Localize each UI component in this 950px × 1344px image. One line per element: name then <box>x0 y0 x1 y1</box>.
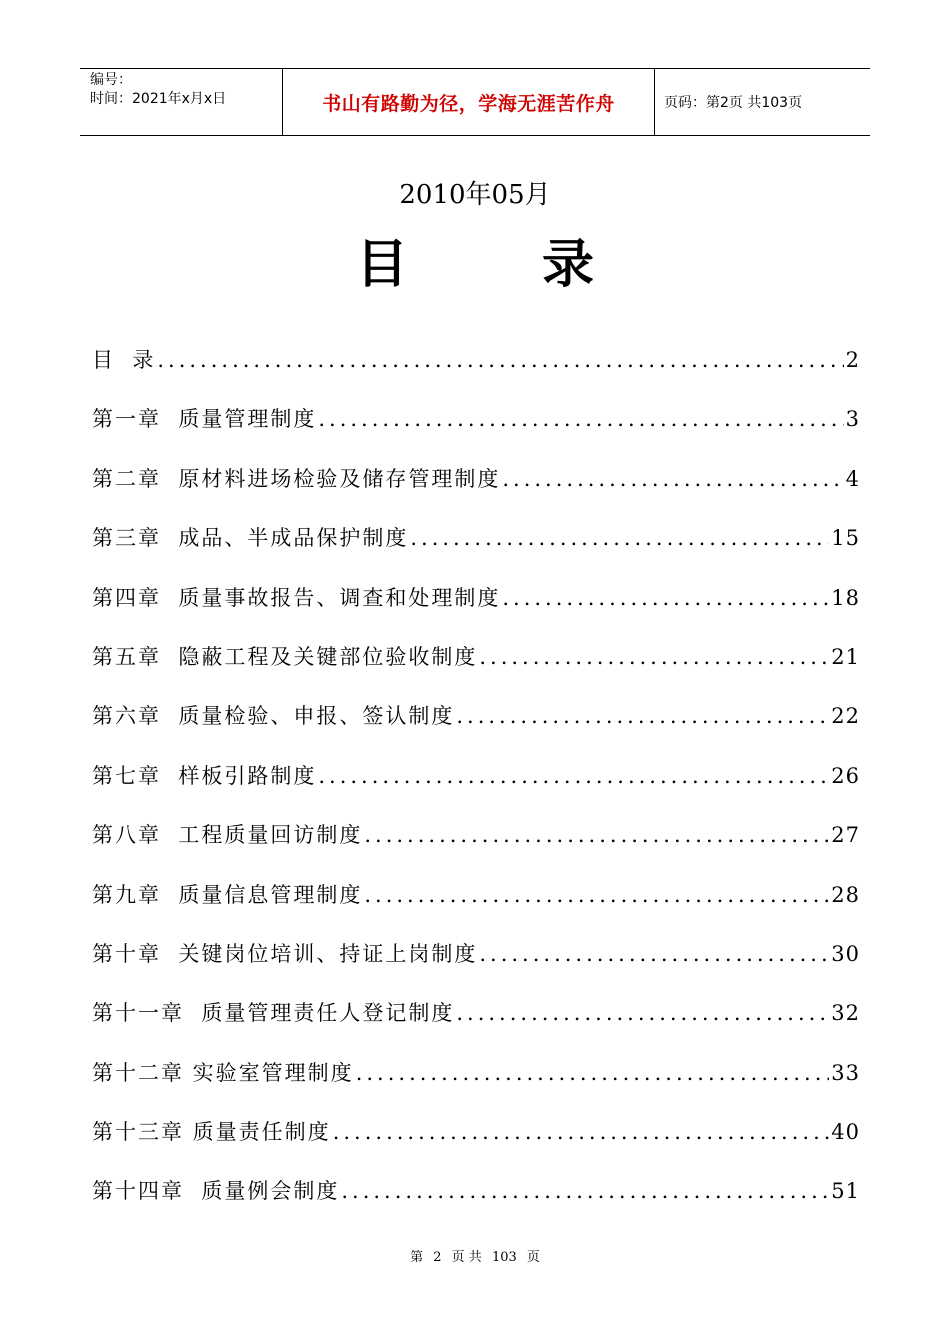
toc-chapter-label: 第八章 <box>92 823 161 848</box>
toc-page-number: 27 <box>831 823 860 848</box>
toc-page-number: 32 <box>831 1001 860 1026</box>
toc-chapter-title: 质量信息管理制度 <box>161 882 363 907</box>
toc-chapter-label: 第十二章 <box>92 1060 184 1085</box>
toc-entry[interactable] <box>92 875 860 934</box>
footer-page: 2 <box>433 1250 442 1265</box>
toc-chapter-title: 实验室管理制度 <box>184 1060 354 1085</box>
toc-entry[interactable] <box>92 399 860 458</box>
footer-total: 103 <box>491 1250 517 1265</box>
toc-chapter-title: 工程质量回访制度 <box>161 823 363 848</box>
toc-entry[interactable] <box>92 637 860 696</box>
toc-dot-leader <box>364 875 829 915</box>
toc-page-number: 22 <box>831 704 860 729</box>
toc-entry[interactable] <box>92 340 860 399</box>
footer-suffix: 页 <box>526 1250 540 1265</box>
toc-dot-leader <box>479 934 829 974</box>
toc-dot-leader <box>318 756 829 796</box>
toc-entry[interactable] <box>92 756 860 815</box>
toc-dot-leader <box>364 815 829 855</box>
toc-page-number: 21 <box>831 644 860 669</box>
toc-page-number: 18 <box>831 585 860 610</box>
toc-entry[interactable] <box>92 459 860 518</box>
footer-mid: 页 共 <box>451 1250 482 1265</box>
toc-chapter-title: 质量例会制度 <box>184 1179 340 1204</box>
toc-page-number: 30 <box>831 941 860 966</box>
toc-entry[interactable] <box>92 1053 860 1112</box>
toc-chapter-title: 成品、半成品保护制度 <box>161 526 409 551</box>
toc-dot-leader <box>456 696 829 736</box>
toc-entry[interactable] <box>92 993 860 1052</box>
toc-chapter-title: 质量责任制度 <box>184 1120 331 1145</box>
toc-page-number: 2 <box>845 348 860 372</box>
toc-chapter-title: 隐蔽工程及关键部位验收制度 <box>161 644 478 669</box>
toc-dot-leader <box>456 993 829 1033</box>
toc-entry[interactable] <box>92 696 860 755</box>
toc-dot-leader <box>333 1112 830 1152</box>
header-motto: 书山有路勤为径，学海无涯苦作舟 <box>322 92 615 115</box>
toc-chapter-label: 第一章 <box>92 407 161 432</box>
toc-page-number: 15 <box>831 526 860 551</box>
toc-chapter-title: 质量管理制度 <box>161 407 317 432</box>
toc-dot-leader <box>356 1053 830 1093</box>
toc-dot-leader <box>502 459 843 499</box>
toc-chapter-label: 第五章 <box>92 644 161 669</box>
toc-chapter-title: 关键岗位培训、持证上岗制度 <box>161 941 478 966</box>
toc-page-number: 3 <box>845 407 860 432</box>
toc-chapter-label: 第九章 <box>92 882 161 907</box>
toc-chapter-label: 第十三章 <box>92 1120 184 1145</box>
table-of-contents <box>92 340 860 1231</box>
toc-chapter-label: 第十章 <box>92 941 161 966</box>
toc-page-number: 40 <box>831 1120 860 1145</box>
toc-dot-leader <box>410 518 829 558</box>
toc-entry[interactable] <box>92 518 860 577</box>
footer-prefix: 第 <box>410 1250 424 1265</box>
toc-entry[interactable] <box>92 934 860 993</box>
toc-chapter-title: 质量检验、申报、签认制度 <box>161 704 455 729</box>
toc-dot-leader <box>341 1171 829 1211</box>
toc-dot-leader <box>502 578 829 618</box>
toc-entry[interactable] <box>92 1112 860 1171</box>
toc-chapter-label: 第十一章 <box>92 1001 184 1026</box>
toc-dot-leader <box>479 637 829 677</box>
toc-chapter-title: 质量事故报告、调查和处理制度 <box>161 585 501 610</box>
toc-chapter-title: 原材料进场检验及储存管理制度 <box>161 466 501 491</box>
page-title: 目 录 <box>355 235 653 295</box>
toc-chapter-label: 第七章 <box>92 763 161 788</box>
toc-chapter-title: 样板引路制度 <box>161 763 317 788</box>
header-middle-cell <box>282 69 655 135</box>
toc-chapter-label: 第六章 <box>92 704 161 729</box>
toc-chapter-label: 第二章 <box>92 466 161 491</box>
document-code-label: 编号： <box>90 72 132 88</box>
header-right-cell <box>655 69 870 135</box>
toc-page-number: 4 <box>845 466 860 491</box>
toc-dot-leader <box>157 340 843 380</box>
toc-chapter-label: 第四章 <box>92 585 161 610</box>
toc-chapter-label: 第十四章 <box>92 1179 184 1204</box>
header-page-number: 页码：第2页 共103页 <box>664 95 803 111</box>
toc-chapter-label: 第三章 <box>92 526 161 551</box>
toc-page-number: 33 <box>831 1060 860 1085</box>
toc-dot-leader <box>318 399 843 439</box>
page-header <box>80 68 870 136</box>
toc-chapter-label: 目 录 <box>92 348 156 372</box>
toc-page-number: 26 <box>831 763 860 788</box>
toc-entry[interactable] <box>92 1171 860 1230</box>
document-time: 时间：2021年x月x日 <box>90 91 227 107</box>
toc-entry[interactable] <box>92 578 860 637</box>
header-left-cell <box>80 69 282 135</box>
toc-entry[interactable] <box>92 815 860 874</box>
page-footer <box>0 1246 950 1265</box>
toc-page-number: 28 <box>831 882 860 907</box>
toc-chapter-title: 质量管理责任人登记制度 <box>184 1001 455 1026</box>
document-date: 2010年05月 <box>399 180 551 210</box>
toc-page-number: 51 <box>831 1179 860 1204</box>
